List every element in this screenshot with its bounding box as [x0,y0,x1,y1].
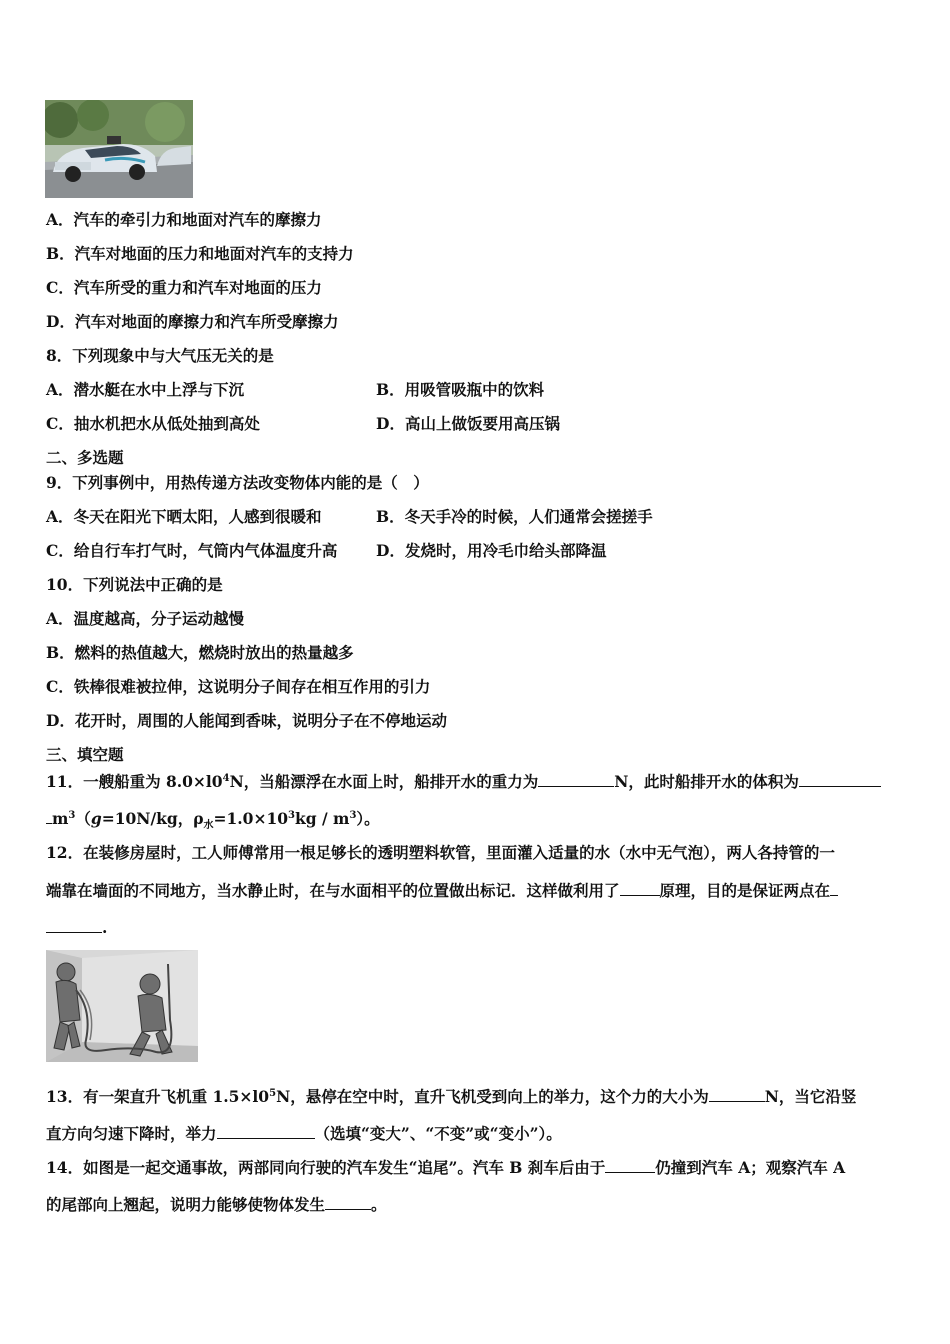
answer-blank[interactable] [605,1157,655,1173]
question-11-line2: $m^3(g=10N/kg$，$\rho_水=1.0\times 10^3kg / m^3$）。 [46,808,380,829]
q8-option-c: C．抽水机把水从低处抽到高处 [46,414,260,433]
question-14-line1: 14．如图是一起交通事故，两部同向行驶的汽车发生“追尾”。汽车 B 刹车后由于 仍撞到汽车 A；观察汽车 A [46,1158,846,1177]
q9-option-b: B．冬天手冷的时候，人们通常会搓搓手 [376,507,653,526]
answer-blank[interactable] [217,1123,315,1139]
section-heading-fill-in: 三、填空题 [46,745,124,764]
q8-option-b: B．用吸管吸瓶中的饮料 [376,380,545,399]
question-12-line3: . [46,917,107,938]
question-12-line2: 端靠在墙面的不同地方，当水静止时，在与水面相平的位置做出标记．这样做利用了 原理，目的是保证两点在 [46,880,838,901]
q8-option-d: D．高山上做饭要用高压锅 [376,414,560,433]
q9-option-a: A．冬天在阳光下晒太阳，人感到很暖和 [46,507,322,526]
question-13-line1: 13．有一架直升飞机重 $1.5\times l0^5N$，悬停在空中时，直升飞机受到向上的举力，这个力的大小为 N，当它沿竖 [46,1087,857,1106]
option-a: A．汽车的牵引力和地面对汽车的摩擦力 [46,210,322,229]
q9-option-c: C．给自行车打气时，气筒内气体温度升高 [46,541,338,560]
q10-option-c: C．铁棒很难被拉伸，这说明分子间存在相互作用的引力 [46,677,431,696]
answer-blank[interactable] [538,771,614,787]
answer-blank[interactable] [709,1086,765,1102]
option-c: C．汽车所受的重力和汽车对地面的压力 [46,278,322,297]
question-8-stem: 8．下列现象中与大气压无关的是 [46,346,274,365]
option-d: D．汽车对地面的摩擦力和汽车所受摩擦力 [46,312,339,331]
question-13-line2: 直方向匀速下降时，举力 （选填“变大”、“不变”或“变小”）。 [46,1124,562,1143]
answer-blank[interactable] [830,880,838,896]
question-12-line1: 12．在装修房屋时，工人师傅常用一根足够长的透明塑料软管，里面灌入适量的水（水中无气泡），两人各持管的一 [46,843,835,862]
autonomous-car-photo [45,100,193,198]
answer-blank[interactable] [620,880,660,896]
section-heading-multiple-choice: 二、多选题 [46,448,124,467]
answer-blank[interactable] [46,917,102,933]
q10-option-a: A．温度越高，分子运动越慢 [46,609,245,628]
question-11-line1: 11．一艘船重为 $8.0\times l0^4N$，当船漂浮在水面上时，船排开水的重力为 N，此时船排开水的体积为 [46,771,881,792]
answer-blank[interactable] [799,771,881,787]
q9-option-d: D．发烧时，用冷毛巾给头部降温 [376,541,607,560]
option-b: B．汽车对地面的压力和地面对汽车的支持力 [46,244,354,263]
q8-option-a: A．潜水艇在水中上浮与下沉 [46,380,245,399]
q10-option-b: B．燃料的热值越大，燃烧时放出的热量越多 [46,643,354,662]
question-14-line2: 的尾部向上翘起，说明力能够使物体发生 。 [46,1195,387,1214]
q10-option-d: D．花开时，周围的人能闻到香味，说明分子在不停地运动 [46,711,447,730]
question-9-stem: 9．下列事例中，用热传递方法改变物体内能的是（ ） [46,473,429,492]
answer-blank[interactable] [325,1194,371,1210]
question-10-stem: 10．下列说法中正确的是 [46,575,223,594]
workers-leveling-tube-illustration [46,950,198,1062]
